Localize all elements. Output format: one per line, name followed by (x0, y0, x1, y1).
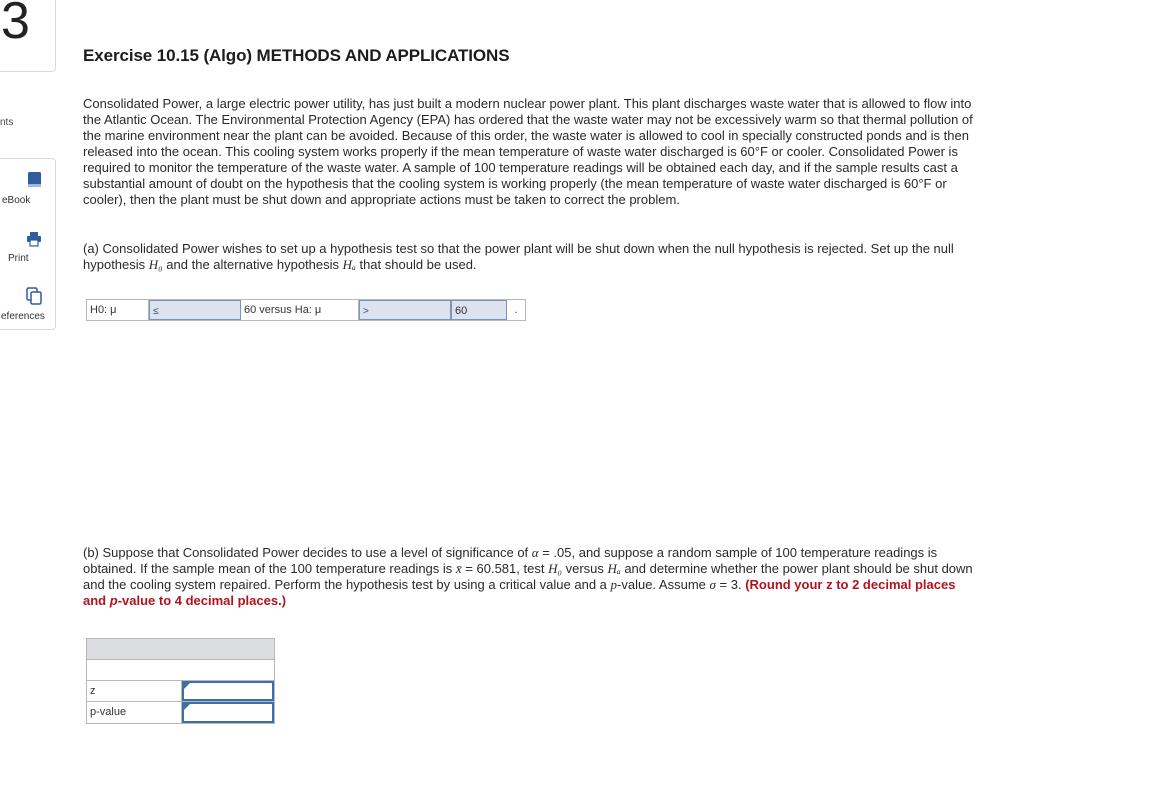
part-a-prompt: (a) Consolidated Power wishes to set up a hypothesis test so that the power plant will be shut down when the null hypothesis is rejected. Set up the null hypothesis H₀ and the alternative hypothesis Hₐ that should be used. (83, 241, 954, 272)
ebook-tool[interactable] (0, 171, 57, 206)
problem-statement: Consolidated Power, a large electric power utility, has just built a modern nuclear power plant. This plant discharges waste water that is allowed to flow into the Atlantic Ocean. The Environmental Protection Agency (EPA) has ordered that the waste water may not be excessively warm so that thermal pollution of the marine environment near the plant can be avoided. Because of this order, the waste water is allowed to cool in specially constructed ponds and is then released into the ocean. This cooling system works properly if the mean temperature of waste water discharged is 60°F or cooler. Consolidated Power is required to monitor the temperature of the waste water. A sample of 100 temperature readings will be obtained each day, and if the sample results cast a substantial amount of doubt on the hypothesis that the cooling system is working properly (the mean temperature of waste water discharged is 60°F or cooler), then the plant must be shut down and appropriate actions must be taken to correct the problem. (83, 96, 973, 207)
references-label: eferences (1, 311, 45, 322)
hypothesis-row (86, 299, 526, 321)
references-tool[interactable] (0, 287, 57, 322)
part-b-prompt: (b) Suppose that Consolidated Power decides to use a level of significance of α = .05, and suppose a random sample of 100 temperature readings is obtained. If the sample mean of the 100 temperature readings is x̄ = 60.581, test H₀ versus Hₐ and determine whether the power plant should be shut down and the cooling system repaired. Perform the hypothesis test by using a critical value and a p-value. Assume σ = 3. (Round your z to 2 decimal places and p-value to 4 decimal places.) (83, 545, 973, 608)
z-input[interactable] (182, 681, 274, 701)
input-marker-icon (184, 704, 190, 710)
table-row (87, 702, 274, 723)
z-label: z (87, 681, 182, 701)
ebook-label: eBook (2, 195, 31, 206)
h0-operator-select[interactable] (149, 300, 241, 320)
h0-label: H0: μ (87, 300, 149, 320)
ha-value-input[interactable]: 60 (451, 300, 507, 320)
ha-symbol: Hₐ (607, 561, 621, 576)
p-symbol: p (610, 577, 618, 592)
question-number: 3 (1, 0, 30, 50)
p-value-label: p-value (87, 702, 182, 723)
exercise-title: Exercise 10.15 (Algo) METHODS AND APPLICATIONS (83, 46, 510, 65)
left-rail (0, 0, 58, 787)
h0-symbol: H₀ (148, 257, 163, 272)
xbar-symbol: x̄ (455, 561, 462, 576)
print-tool[interactable] (0, 231, 57, 264)
sigma-symbol: σ (709, 577, 716, 592)
part-a-label: (a) (83, 241, 99, 256)
ha-operator-value: > (363, 306, 369, 317)
h0-symbol: H₀ (548, 561, 562, 576)
question-number-box (0, 0, 56, 72)
row-end-period: . (507, 300, 525, 320)
input-marker-icon (184, 683, 190, 689)
tools-panel (0, 158, 56, 330)
book-icon (13, 171, 57, 192)
answer-table-spacer (87, 660, 274, 681)
table-row (87, 681, 274, 702)
print-label: Print (8, 253, 29, 264)
answer-table-header (87, 639, 274, 660)
copy-icon (11, 287, 57, 308)
ha-symbol: Hₐ (342, 257, 356, 272)
points-label: nts (0, 117, 14, 128)
part-b-label: (b) (83, 545, 99, 560)
ha-operator-select[interactable] (359, 300, 451, 320)
p-value-input[interactable] (182, 702, 274, 723)
alpha-symbol: α (531, 545, 539, 560)
answer-table (86, 638, 275, 724)
rounding-instruction: (Round your z to 2 decimal places and p-value to 4 decimal places.) (83, 577, 956, 608)
h0-operator-value: ≤ (153, 306, 159, 317)
versus-label: 60 versus Ha: μ (241, 300, 359, 320)
printer-icon (11, 231, 57, 250)
